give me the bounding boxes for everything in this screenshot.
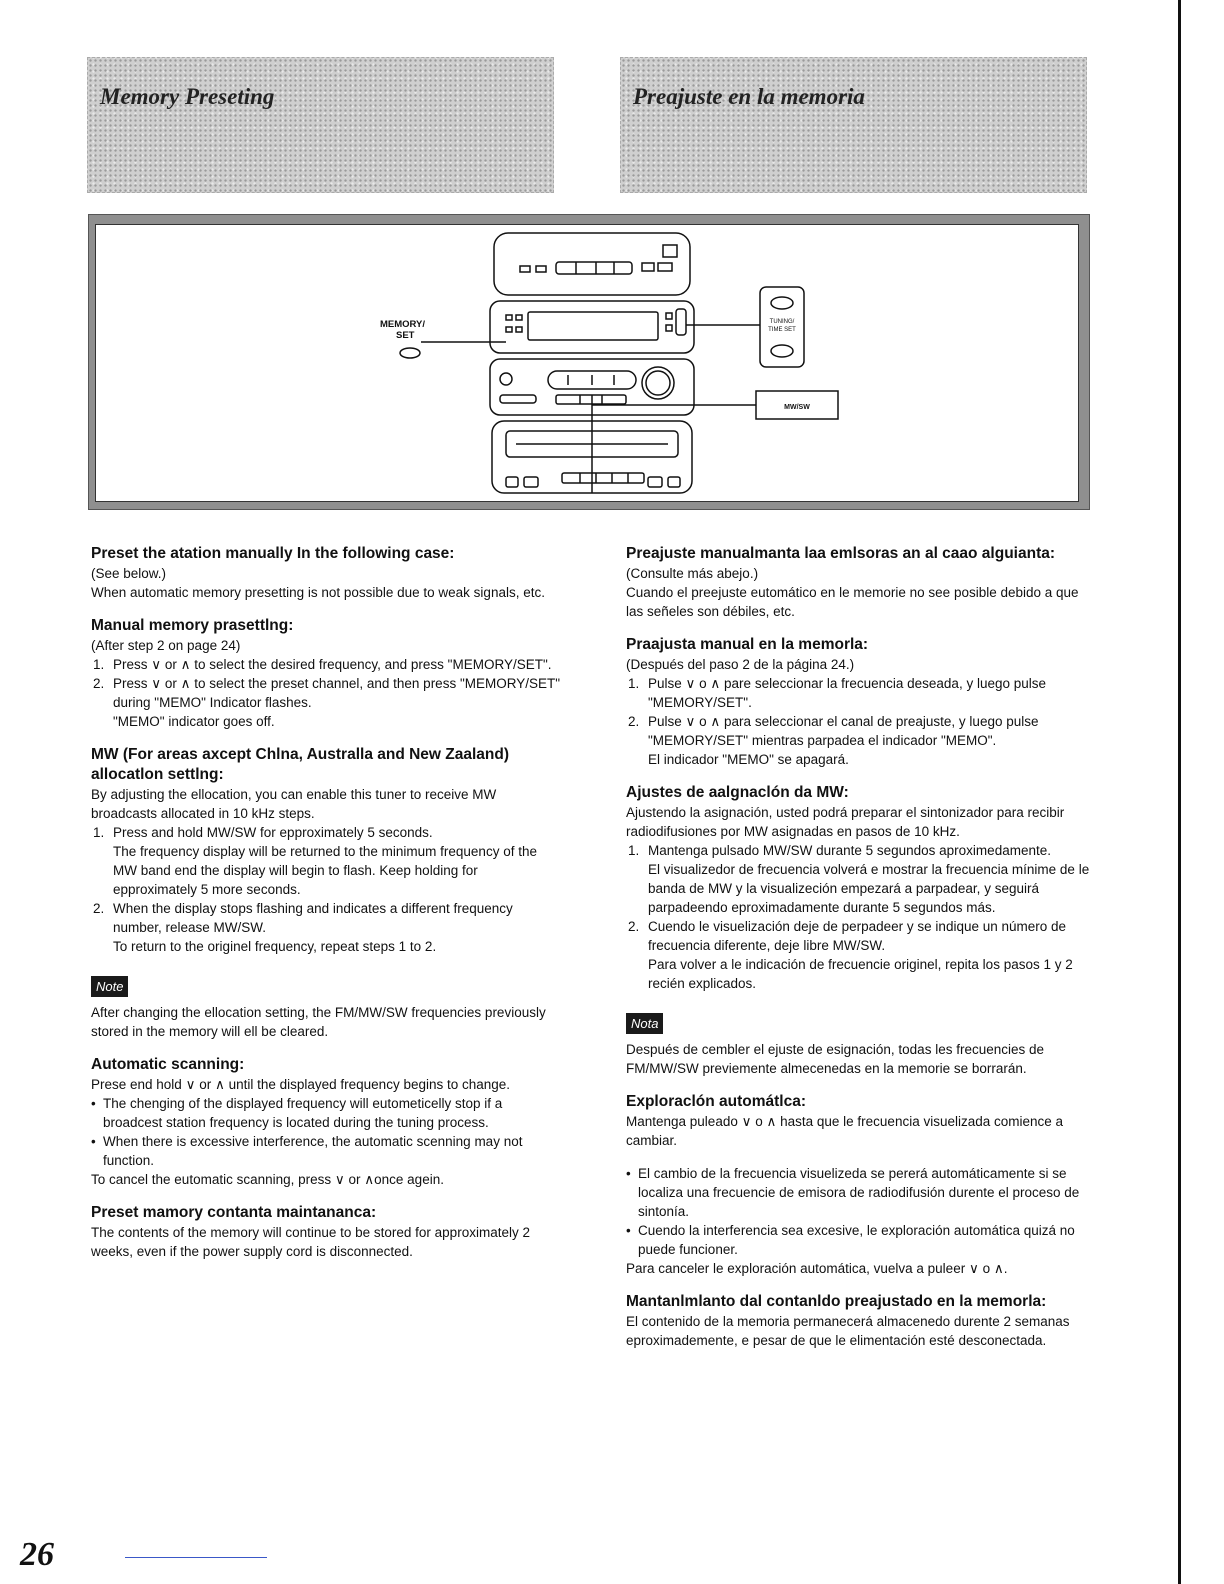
es-preset-line2: Cuando el preejuste eutomático en le memorie no see posible debido a que las señeles son débiles, etc.: [626, 585, 1079, 619]
mwsw-label: MW/SW: [784, 404, 810, 411]
es-auto-bullet: • El cambio de la frecuencia visuelizeda se pererá automáticamente si se localiza una frecuencie de emisora de radiodifusión durente el proceso de sintonía.: [626, 1164, 1093, 1221]
es-auto-outro: Para canceler le exploración automática, vuelva a puleer ∨ o ∧.: [626, 1261, 1008, 1276]
es-mw-section: [626, 783, 1093, 993]
es-manual-heading: Praajusta manual en la memorla:: [626, 636, 869, 653]
en-maint-text: The contents of the memory will continue to be stored for approximately 2 weeks, even if the power supply cord is disconnected.: [91, 1225, 530, 1259]
en-auto-outro: To cancel the eutomatic scanning, press ∨ or ∧once agein.: [91, 1172, 444, 1187]
en-mw-step: 1. Press and hold MW/SW for epproximately 5 seconds. The frequency display will be returned to the minimum frequency of the MW band end the display will begin to flash. Keep holding for epproximately 5 more seconds.: [93, 825, 537, 897]
es-manual-step: 1. Pulse ∨ o ∧ pare seleccionar la frecuencia deseada, y luego pulse "MEMORY/SET".: [628, 676, 1046, 710]
en-note-text: After changing the ellocation setting, the FM/MW/SW frequencies previously stored in the memory will ell be cleared.: [91, 1005, 546, 1039]
en-preset-line2: When automatic memory presetting is not possible due to weak signals, etc.: [91, 585, 545, 600]
en-mw-step: 2. When the display stops flashing and indicates a different frequency number, release MW/SW. To return to the originel frequency, repeat steps 1 to 2.: [93, 901, 513, 954]
volume-knob: [642, 367, 674, 399]
es-mw-step: 1. Mantenga pulsado MW/SW durante 5 segundos aproximedamente. El visualizedor de frecuencia volverá e mostrar la frecuencia mínime de le banda de MW y la visualizeción empezará a parpadear, y seguirá parpadeendo eproximadamente durante 5 segundos más.: [628, 843, 1090, 915]
memory-set-button: [400, 348, 420, 358]
en-manual-intro: (After step 2 on page 24): [91, 638, 241, 653]
es-note-text: Después de cembler el ejuste de esignación, todas les frecuencies de FM/MW/SW previemente almecenedas en la memorie se borrarán.: [626, 1042, 1044, 1076]
en-preset-section: [91, 544, 561, 602]
memory-set-label-line2: SET: [396, 330, 415, 341]
es-note-section: [626, 1007, 1093, 1078]
en-maint-heading: Preset mamory contanta maintananca:: [91, 1204, 377, 1221]
stereo-illustration-frame: [88, 214, 1090, 510]
es-mw-step: 2. Cuendo le visuelización deje de perpadeer y se indique un número de frecuencia diferente, deje libre MW/SW. Para volver a le indicación de frecuencie originel, repita los pasos 1 y 2 recién explicados.: [628, 919, 1073, 991]
en-manual-heading: Manual memory prasettlng:: [91, 617, 294, 634]
page-edge-rule: [1178, 0, 1181, 1584]
tuning-label-line1: TUNING/: [769, 319, 795, 325]
en-auto-section: [91, 1055, 561, 1189]
es-maint-section: [626, 1292, 1093, 1350]
es-preset-line1: (Consulte más abejo.): [626, 566, 759, 581]
en-auto-heading: Automatic scanning:: [91, 1056, 245, 1073]
tuning-buttons: [676, 309, 686, 335]
es-auto-heading: Exploraclón automátlca:: [626, 1093, 807, 1110]
es-auto-intro: Mantenga puleado ∨ o ∧ hasta que le frecuencia visuelizada comience a cambiar.: [626, 1114, 1064, 1148]
es-auto-section: [626, 1092, 1093, 1278]
spanish-section-title: Preajuste en la memoria: [633, 84, 865, 109]
en-preset-line1: (See below.): [91, 566, 167, 581]
spanish-title-banner: [620, 57, 1087, 193]
english-column: [91, 544, 561, 1275]
es-mw-heading: Ajustes de aalgnaclón da MW:: [626, 784, 849, 801]
en-auto-bullet: • The chenging of the displayed frequency will eutometicelly stop if a broadcest station frequency is located during the tuning process.: [91, 1094, 561, 1132]
es-manual-step: 2. Pulse ∨ o ∧ para seleccionar el canal de preajuste, y luego pulse "MEMORY/SET" mientras parpadea el indicador "MEMO". El indicador "MEMO" se apagará.: [628, 714, 1039, 767]
en-note-section: [91, 970, 561, 1041]
stereo-illustration: [95, 224, 1079, 502]
english-title-banner: [87, 57, 554, 193]
es-note-badge: Nota: [626, 1013, 663, 1034]
es-manual-intro: (Después del paso 2 de la página 24.): [626, 657, 855, 672]
es-manual-section: [626, 635, 1093, 769]
es-preset-heading: Preajuste manualmanta laa emlsoras an al caao alguianta:: [626, 545, 1056, 562]
es-maint-text: El contenido de la memoria permanecerá almacenedo durente 2 semanas eproximademente, e pesar de que le elimentación esté desconectada.: [626, 1314, 1070, 1348]
en-auto-intro: Prese end hold ∨ or ∧ until the displayed frequency begins to change.: [91, 1077, 511, 1092]
es-preset-section: [626, 544, 1093, 621]
en-mw-section: [91, 745, 561, 956]
en-auto-bullet: • When there is excessive interference, the automatic scenning may not function.: [91, 1132, 561, 1170]
es-mw-intro: Ajustendo la asignación, usted podrá preparar el sintonizador para recibir radiodifusiones por MW asignadas en pasos de 10 kHz.: [626, 805, 1065, 839]
en-mw-heading: MW (For areas axcept Chlna, Australla and New Zaaland) allocatlon settlng:: [91, 746, 510, 783]
cd-unit: [494, 233, 690, 295]
footer-rule: [125, 1557, 267, 1558]
en-mw-intro: By adjusting the ellocation, you can enable this tuner to receive MW broadcasts allocated in 10 kHz steps.: [91, 787, 497, 821]
tuning-label-line2: TIME SET: [768, 327, 796, 333]
memory-set-label-line1: MEMORY/: [380, 319, 426, 330]
en-maint-section: [91, 1203, 561, 1261]
en-manual-step: 1. Press ∨ or ∧ to select the desired frequency, and press "MEMORY/SET".: [93, 657, 552, 672]
es-auto-bullet: • Cuendo la interferencia sea excesive, le exploración automática quizá no puede funcioner.: [626, 1221, 1093, 1259]
spanish-column: [626, 544, 1093, 1364]
english-section-title: Memory Preseting: [100, 84, 275, 109]
en-preset-heading: Preset the atation manually In the following case:: [91, 545, 455, 562]
en-note-badge: Note: [91, 976, 128, 997]
page-number: 26: [20, 1536, 54, 1573]
en-manual-step: 2. Press ∨ or ∧ to select the preset channel, and then press "MEMORY/SET" during "MEMO" Indicator flashes. "MEMO" indicator goes off.: [93, 676, 561, 729]
es-maint-heading: Mantanlmlanto dal contanldo preajustado en la memorla:: [626, 1293, 1047, 1310]
en-manual-section: [91, 616, 561, 731]
display-window: [528, 312, 658, 340]
stereo-system-drawing: [96, 225, 1078, 502]
